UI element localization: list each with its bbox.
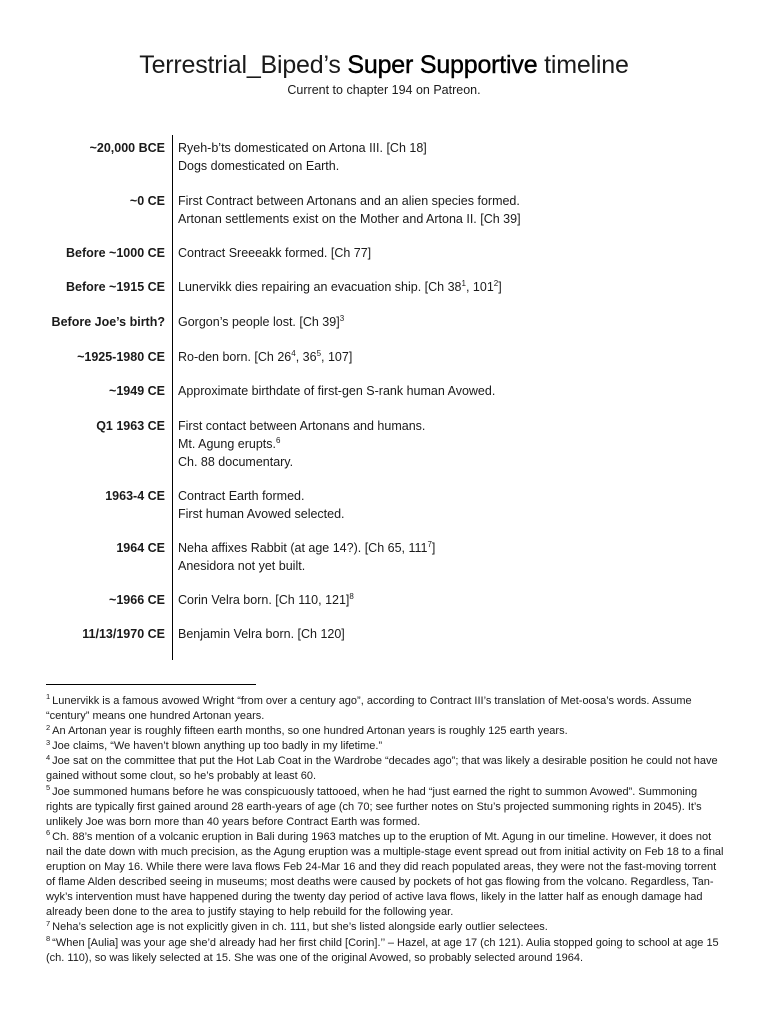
timeline-event: Ryeh-b’ts domesticated on Artona III. [Ch 18] — [178, 141, 427, 155]
footnote-text: Ch. 88’s mention of a volcanic eruption in Bali during 1963 matches up to the eruption of Mt. Agung in our timeline. However, it does not nail the date down with much precision, as the Agung eruption was a multiple-stage event spread out from initial activity on Feb 18 to a final eruption on May 16. While there were lava flows Feb 24-Mar 16 and they did reach populated areas, they were not the fast-moving torrent of flame Alden described seeing in museums; most deaths were caused by pockets of hot gas flowing from the volcano. Regardless, Tan-wyk’s intervention must have happened during the twenty day period of active lava flows, likely in the latter half as enough damage had already been done to the area to justify staying to help rebuild for the following year. — [46, 830, 724, 919]
timeline-events — [178, 313, 344, 331]
footnote — [46, 920, 726, 935]
footnote-number: 8 — [46, 933, 51, 943]
timeline-event: Dogs domesticated on Earth. — [178, 159, 340, 173]
timeline-events — [178, 417, 425, 471]
timeline-event: First Contract between Artonans and an alien species formed. — [178, 194, 520, 208]
timeline-events — [178, 539, 435, 575]
footnote — [46, 782, 726, 830]
timeline-date: ~1949 CE — [109, 384, 165, 398]
footnote-text: Joe summoned humans before he was conspicuously tattooed, when he had “just earned the right to summon Avowed”. Summoning rights are typically first gained around 28 earth-years of age (ch 70; see further notes on Stu’s projected summoning rights in 2045). It’s unlikely Joe was born more than 40 years before Contract Earth was formed. — [46, 785, 702, 828]
timeline-date: ~20,000 BCE — [89, 141, 165, 155]
timeline-event: Neha affixes Rabbit (at age 14?). [Ch 65, $111^7$] — [178, 539, 436, 555]
timeline-date: Before Joe’s birth? — [51, 315, 165, 329]
footnote-number: 5 — [46, 782, 51, 792]
footnote-separator — [46, 684, 256, 685]
footnote — [46, 933, 726, 966]
footnote-number: 3 — [46, 737, 51, 747]
timeline-date: 11/13/1970 CE — [82, 627, 165, 641]
footnote-text: “When [Aulia] was your age she’d already had her first child [Corin].’’ – Hazel, at age 17 (ch 121). Aulia stopped going to school at age 15 (ch. 110), so was likely selected at 15. She was one of the original Avowed, so probably selected around 1964. — [46, 936, 719, 964]
footnote-number: 6 — [46, 828, 51, 838]
timeline-event: Ch. 88 documentary. — [178, 455, 294, 469]
timeline-events — [178, 244, 371, 262]
footnote — [46, 754, 726, 784]
footnote-text: Joe sat on the committee that put the Hot Lab Coat in the Wardrobe “decades ago”; that was likely a desirable position he could not have gained without some clout, so he’s probably at least 60. — [46, 755, 718, 783]
timeline-events — [178, 487, 345, 523]
footnote-ref: 5 — [316, 348, 322, 358]
footnote-number: 4 — [46, 752, 51, 762]
footnote-ref: 8 — [349, 591, 354, 601]
timeline-event: Corin Velra born. [Ch 110, 121]$^8$ — [178, 591, 354, 607]
timeline-event: First human Avowed selected. — [178, 507, 345, 521]
footnote-number: 1 — [46, 692, 51, 702]
timeline-date: ~0 CE — [129, 194, 165, 208]
timeline-date: Before ~1000 CE — [65, 246, 165, 260]
footnote-text: Neha’s selection age is not explicitly given in ch. 111, but she’s listed alongside early outlier selectees. — [52, 921, 548, 934]
timeline-date: ~1966 CE — [109, 593, 165, 607]
footnote — [46, 724, 726, 739]
footnote — [46, 830, 726, 921]
footnote-number: 7 — [46, 918, 51, 928]
timeline-date: 1964 CE — [116, 541, 165, 555]
timeline-event: Artonan settlements exist on the Mother and Artona II. [Ch 39] — [178, 212, 521, 226]
timeline-event: First contact between Artonans and humans. — [178, 419, 426, 433]
timeline-event: Mt. Agung erupts.$^6$ — [178, 435, 281, 451]
timeline-date: 1963-4 CE — [105, 489, 165, 503]
timeline-event: Lunervikk dies repairing an evacuation ship. [Ch $38^1$, $101^2$] — [178, 278, 502, 294]
timeline-events — [178, 139, 427, 175]
footnote-text: An Artonan year is roughly fifteen earth months, so one hundred Artonan years is roughly 125 earth years. — [52, 725, 568, 738]
timeline-event: Ro-den born. [Ch $26^4$, $36^5$, 107] — [178, 348, 353, 364]
timeline-date: ~1925-1980 CE — [77, 350, 165, 364]
footnote — [46, 739, 726, 754]
timeline-event: Gorgon’s people lost. [Ch 39]$^3$ — [178, 313, 345, 329]
footnote-ref: 1 — [461, 278, 466, 288]
footnote-ref: 4 — [291, 348, 296, 358]
timeline-event: Contract Sreeeakk formed. [Ch 77] — [178, 246, 372, 260]
footnote-text: Joe claims, “We haven’t blown anything up too badly in my lifetime.” — [52, 740, 383, 753]
title-emphasis: Super Supportive — [347, 51, 538, 79]
timeline-event: Benjamin Velra born. [Ch 120] — [178, 627, 345, 641]
timeline-divider — [172, 135, 173, 660]
footnote — [46, 694, 726, 724]
timeline-events — [178, 625, 345, 643]
timeline-date: Before ~1915 CE — [65, 280, 165, 294]
timeline-event: Anesidora not yet built. — [178, 559, 306, 573]
timeline-events — [178, 192, 521, 228]
footnote-ref: 7 — [427, 539, 432, 549]
timeline-events — [178, 382, 495, 400]
page-subtitle: Current to chapter 194 on Patreon. — [287, 83, 481, 97]
footnote-ref: 2 — [493, 278, 499, 288]
title-prefix: Terrestrial_Biped’s — [139, 51, 348, 79]
page-title — [0, 50, 768, 80]
title-suffix: timeline — [537, 51, 629, 79]
timeline-events — [178, 591, 354, 609]
footnote-ref: 3 — [339, 313, 345, 323]
footnote-text: Lunervikk is a famous avowed Wright “from over a century ago”, according to Contract III’s translation of Met-oosa’s words. Assume “century” means one hundred Artonan years. — [46, 695, 692, 723]
timeline-event: Approximate birthdate of first-gen S-rank human Avowed. — [178, 384, 496, 398]
timeline-events — [178, 278, 502, 296]
footnotes — [46, 694, 726, 966]
footnote-ref: 6 — [275, 435, 281, 445]
timeline-event: Contract Earth formed. — [178, 489, 305, 503]
timeline-date: Q1 1963 CE — [96, 419, 165, 433]
footnote-number: 2 — [46, 722, 51, 732]
timeline-events — [178, 348, 352, 366]
